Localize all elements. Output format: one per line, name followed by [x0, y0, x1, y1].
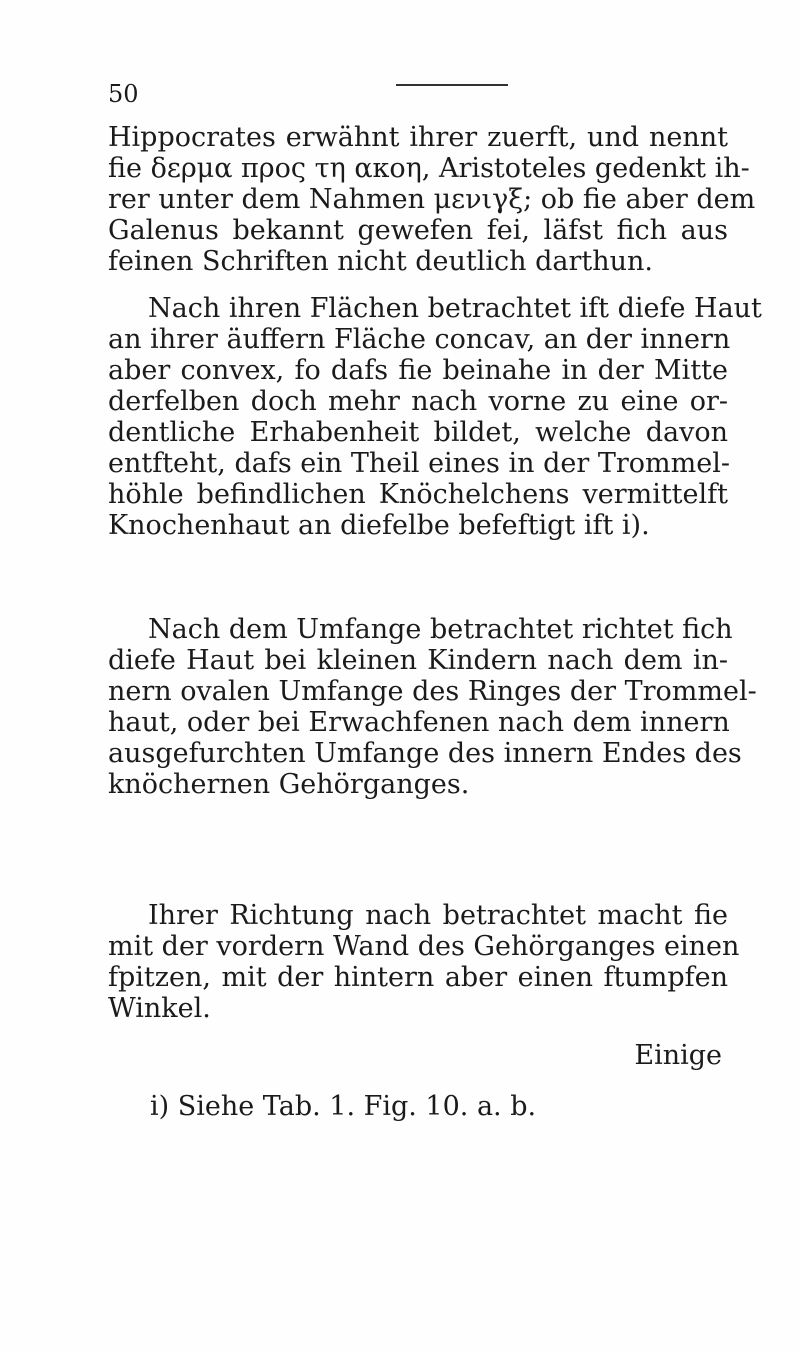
- text-line: Galenus bekannt gewefen fei, läfst fich aus: [108, 215, 728, 246]
- text-line: aber convex, fo dafs fie beinahe in der Mitte: [108, 355, 728, 386]
- text-line: Winkel.: [108, 993, 211, 1024]
- text-line: nern ovalen Umfange des Ringes der Trommel-: [108, 676, 757, 707]
- text-line: fie δερμα προς τη ακοη, Aristoteles gedenkt ih-: [108, 153, 750, 184]
- text-line: Knochenhaut an diefelbe befeftigt ift i).: [108, 510, 650, 541]
- paragraph-4: [108, 900, 740, 1024]
- text-line: entfteht, dafs ein Theil eines in der Trommel-: [108, 448, 730, 479]
- text-line: derfelben doch mehr nach vorne zu eine or-: [108, 386, 728, 417]
- text-line: diefe Haut bei kleinen Kindern nach dem in-: [108, 645, 728, 676]
- text-line: mit der vordern Wand des Gehörganges einen: [108, 931, 740, 962]
- text-line: feinen Schriften nicht deutlich darthun.: [108, 246, 654, 277]
- text-line: Nach dem Umfange betrachtet richtet fich: [148, 614, 733, 645]
- header-rule: [396, 84, 508, 86]
- text-line: an ihrer äuffern Fläche concav, an der innern: [108, 324, 731, 355]
- text-line: haut, oder bei Erwachfenen nach dem innern: [108, 707, 730, 738]
- paragraph-3: [108, 614, 757, 800]
- text-line: dentliche Erhabenheit bildet, welche davon: [108, 417, 728, 448]
- catchword: Einige: [634, 1040, 722, 1071]
- footnote: i) Siehe Tab. 1. Fig. 10. a. b.: [150, 1091, 537, 1122]
- text-line: Ihrer Richtung nach betrachtet macht fie: [148, 900, 728, 931]
- paragraph-1: [108, 122, 756, 277]
- paragraph-2: [108, 293, 762, 541]
- text-line: ausgefurchten Umfange des innern Endes des: [108, 738, 742, 769]
- text-line: rer unter dem Nahmen μενιγξ; ob fie aber dem: [108, 184, 756, 215]
- text-line: fpitzen, mit der hintern aber einen ftumpfen: [108, 962, 728, 993]
- text-line: Hippocrates erwähnt ihrer zuerft, und nennt: [108, 122, 728, 153]
- text-line: knöchernen Gehörganges.: [108, 769, 470, 800]
- text-line: höhle befindlichen Knöchelchens vermittelft: [108, 479, 728, 510]
- text-line: Nach ihren Flächen betrachtet ift diefe Haut: [148, 293, 762, 324]
- page-number: 50: [108, 80, 139, 108]
